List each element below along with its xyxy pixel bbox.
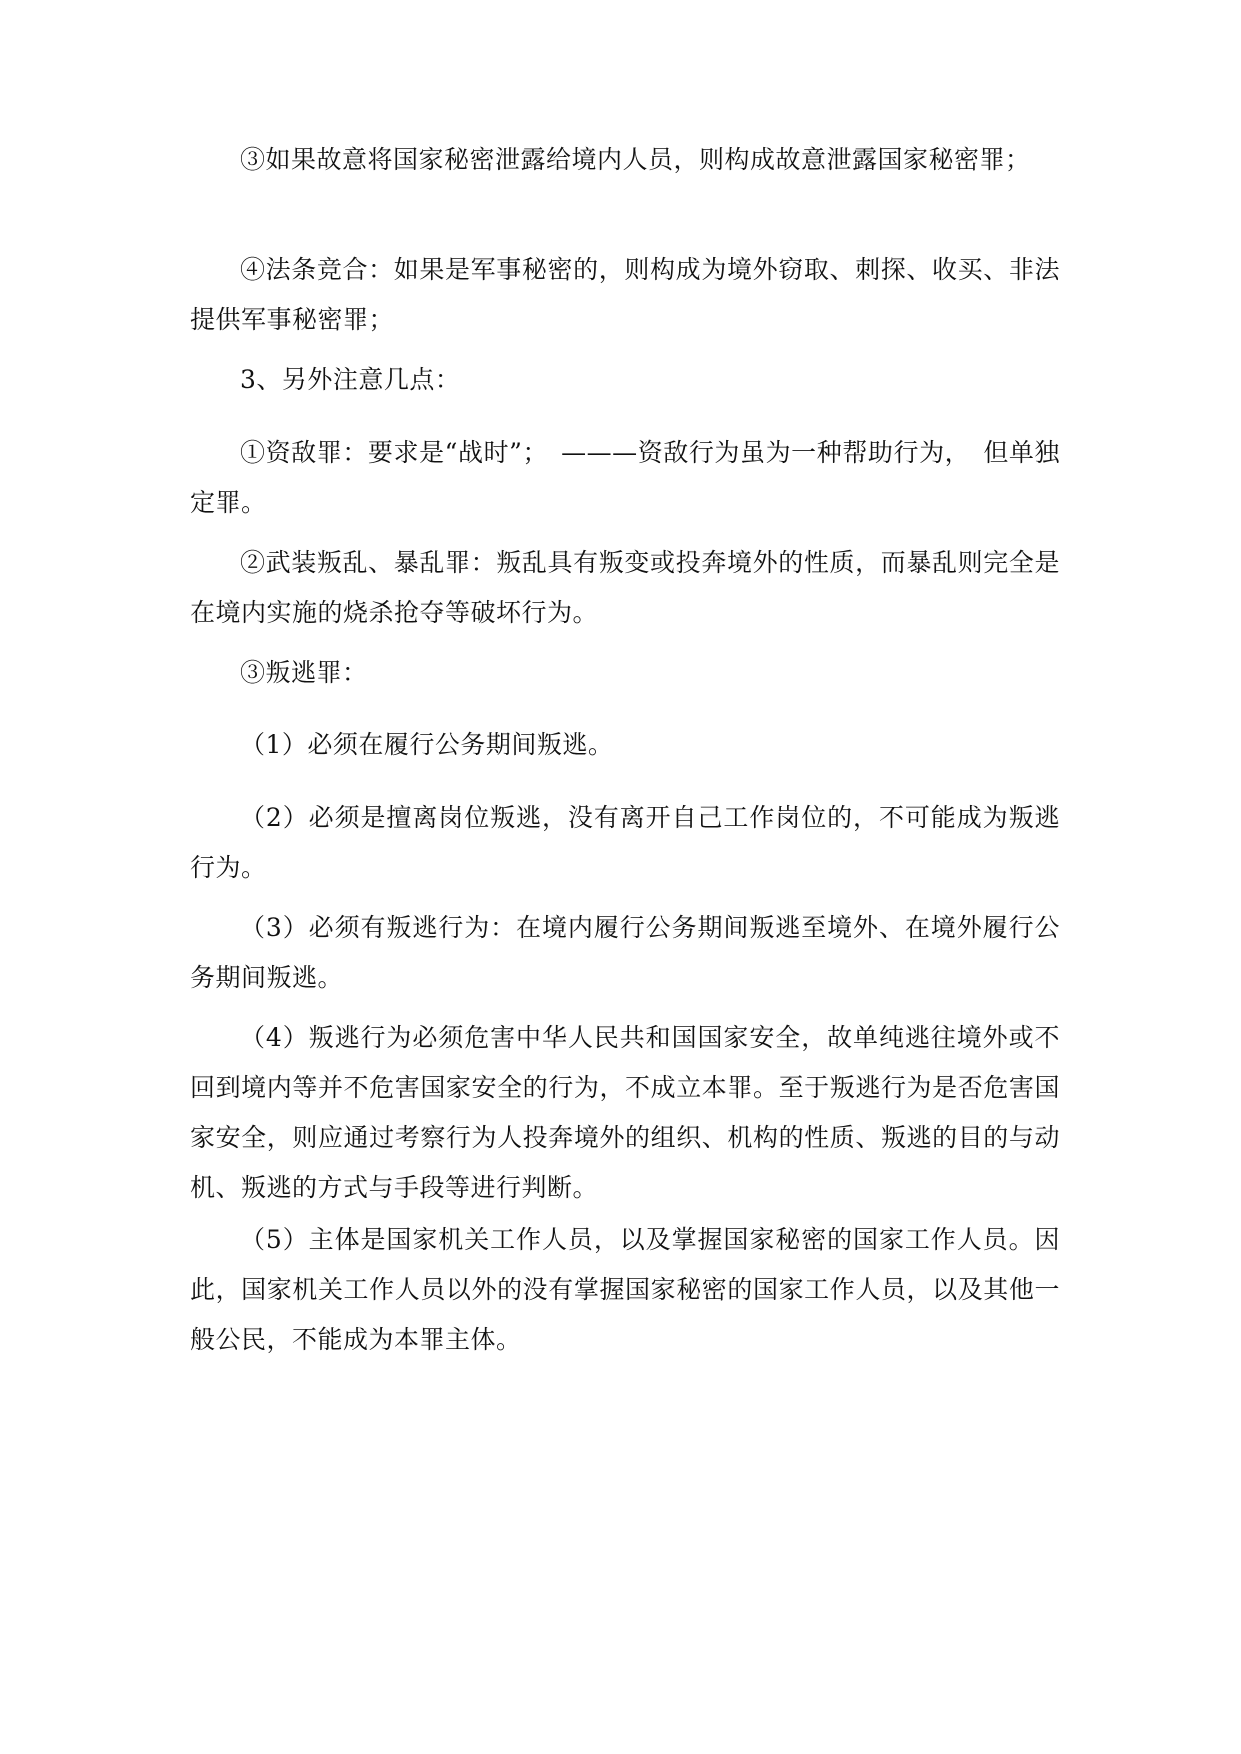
paragraph-defection-title: ③叛逃罪：	[240, 658, 368, 687]
list-item-2: （2）必须是擅离岗位叛逃，没有离开自己工作岗位的，不可能成为叛逃行为。	[190, 803, 1060, 882]
paragraph-leak-secrets: ③如果故意将国家秘密泄露给境内人员，则构成故意泄露国家秘密罪；	[240, 145, 1031, 174]
list-item-5: （5）主体是国家机关工作人员，以及掌握国家秘密的国家工作人员。因此，国家机关工作人员以外的没有掌握国家秘密的国家工作人员，以及其他一般公民，不能成为本罪主体。	[190, 1225, 1060, 1354]
list-item-4: （4）叛逃行为必须危害中华人民共和国国家安全，故单纯逃往境外或不回到境内等并不危害国家安全的行为，不成立本罪。至于叛逃行为是否危害国家安全，则应通过考察行为人投奔境外的组织、机构的性质、叛逃的目的与动机、叛逃的方式与手段等进行判断。	[190, 1023, 1060, 1202]
section-heading-notes: 3、另外注意几点：	[240, 365, 461, 394]
paragraph-military-secrets: ④法条竞合：如果是军事秘密的，则构成为境外窃取、刺探、收买、非法提供军事秘密罪；	[190, 255, 1060, 334]
paragraph-armed-rebellion: ②武装叛乱、暴乱罪：叛乱具有叛变或投奔境外的性质，而暴乱则完全是在境内实施的烧杀抢夺等破坏行为。	[190, 548, 1060, 627]
paragraph-aiding-enemy: ①资敌罪：要求是“战时”； ———资敌行为虽为一种帮助行为， 但单独定罪。	[190, 438, 1060, 517]
list-item-3: （3）必须有叛逃行为：在境内履行公务期间叛逃至境外、在境外履行公务期间叛逃。	[190, 913, 1060, 992]
list-item-1: （1）必须在履行公务期间叛逃。	[240, 730, 614, 759]
